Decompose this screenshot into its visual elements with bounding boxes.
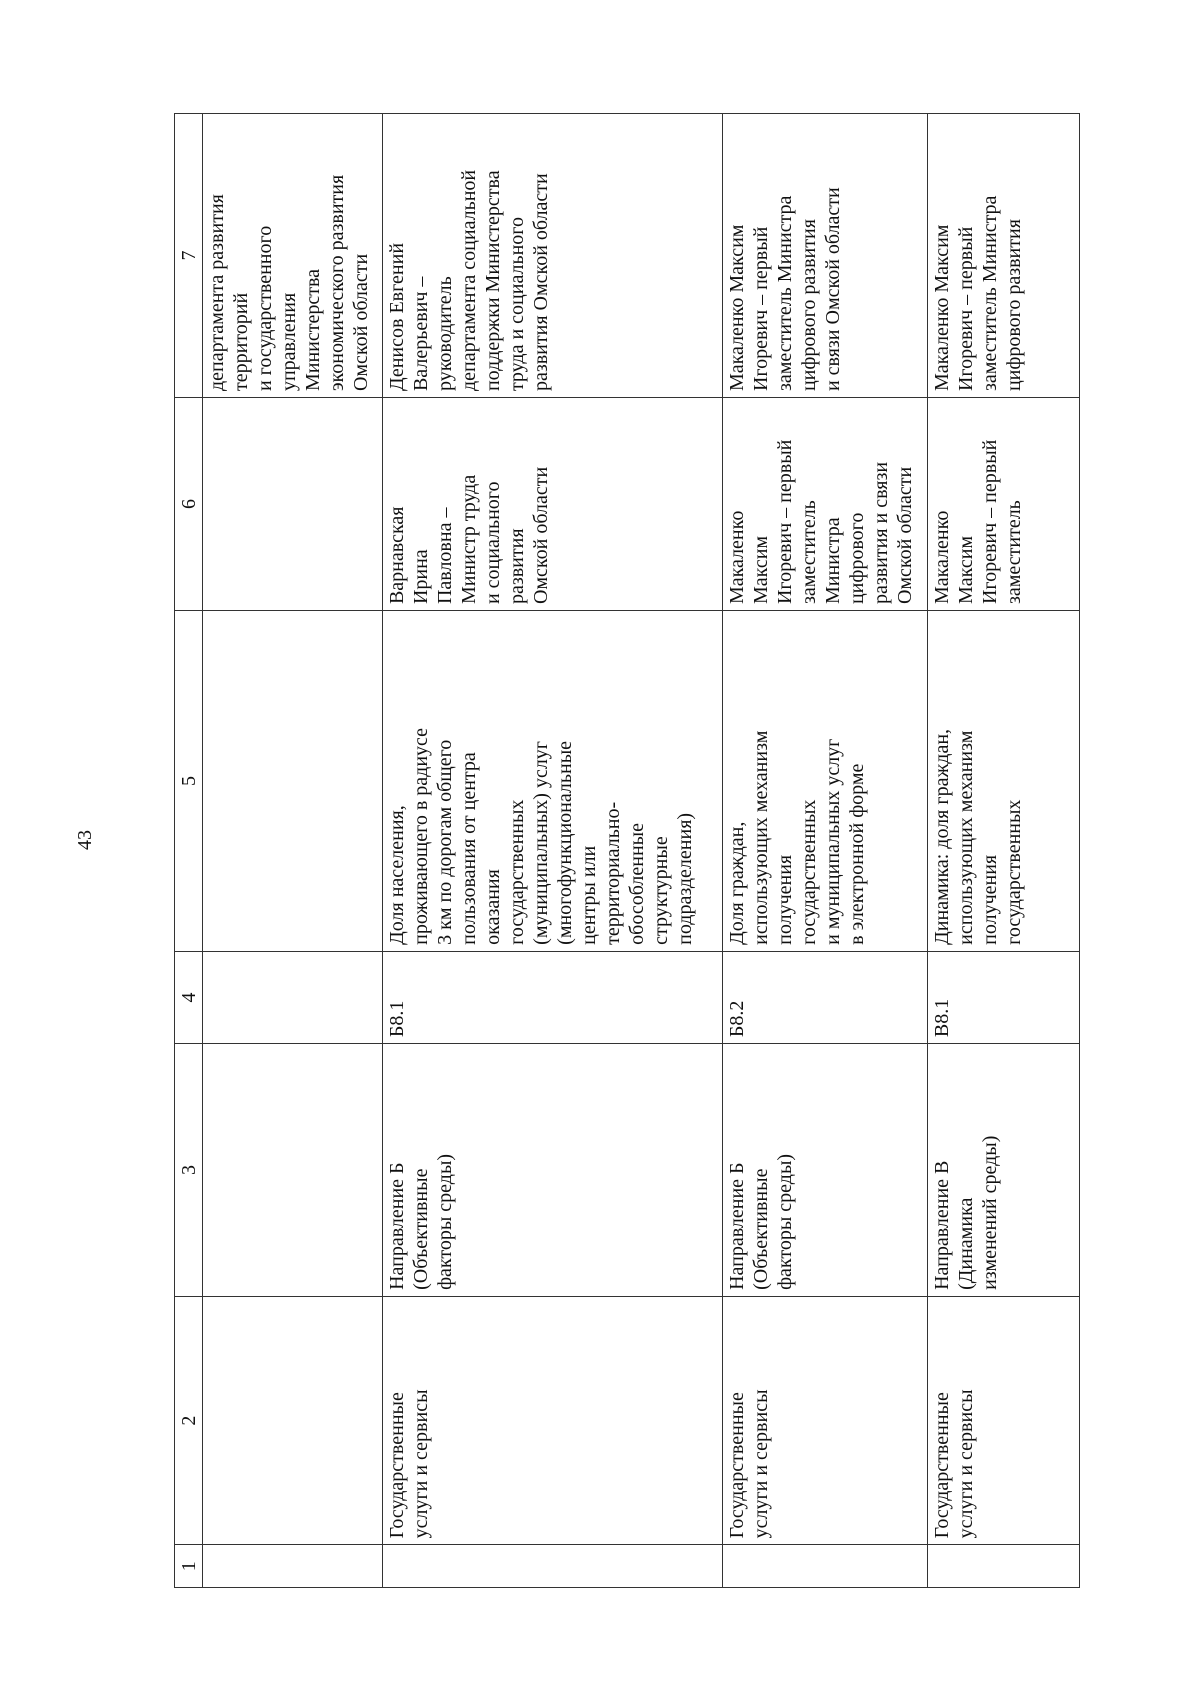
cell-code: В8.1 [928, 951, 1080, 1043]
cell-area: Государственные услуги и сервисы [383, 1296, 723, 1545]
data-table [174, 113, 1080, 1588]
table-row [928, 114, 1080, 1588]
column-header-4: 4 [175, 951, 203, 1043]
cell-direction: Направление Б (Объективные факторы среды) [723, 1044, 928, 1297]
cell-indicator: Доля населения, проживающего в радиусе 3 км по дорогам общего пользования от центра оказания государственных (муниципальных) услуг (многофункциональные центры или территориально- обособленные структурные подразделения) [383, 611, 723, 952]
cell-executor: Денисов Евгений Валерьевич – руководитель департамента социальной поддержки Министерства труда и социального развития Омской области [383, 114, 723, 398]
column-header-5: 5 [175, 611, 203, 952]
column-header-2: 2 [175, 1296, 203, 1545]
cell-executor: Макаленко Максим Игоревич – первый заместитель Министра цифрового развития и связи Омской области [723, 114, 928, 398]
cell-responsible: Макаленко Максим Игоревич – первый заместитель [928, 398, 1080, 611]
cell-indicator: Динамика: доля граждан, использующих механизм получения государственных [928, 611, 1080, 952]
cell-direction: Направление В (Динамика изменений среды) [928, 1044, 1080, 1297]
cell-responsible [203, 398, 383, 611]
cell-direction: Направление Б (Объективные факторы среды) [383, 1044, 723, 1297]
cell-executor: Макаленко Максим Игоревич – первый заместитель Министра цифрового развития [928, 114, 1080, 398]
cell-number [928, 1545, 1080, 1588]
column-header-3: 3 [175, 1044, 203, 1297]
page-number: 43 [74, 830, 96, 850]
cell-number [723, 1545, 928, 1588]
column-header-1: 1 [175, 1545, 203, 1588]
cell-executor: департамента развития территорий и государственного управления Министерства экономического развития Омской области [203, 114, 383, 398]
table-header-row [175, 114, 203, 1588]
cell-number [203, 1545, 383, 1588]
rotated-table-container [174, 113, 1079, 1588]
cell-indicator [203, 611, 383, 952]
cell-indicator: Доля граждан, использующих механизм получения государственных и муниципальных услуг в электронной форме [723, 611, 928, 952]
column-header-6: 6 [175, 398, 203, 611]
cell-responsible: Варнавская Ирина Павловна – Министр труда и социального развития Омской области [383, 398, 723, 611]
cell-code [203, 951, 383, 1043]
cell-area: Государственные услуги и сервисы [928, 1296, 1080, 1545]
table-row [383, 114, 723, 1588]
table-row [203, 114, 383, 1588]
cell-code: Б8.2 [723, 951, 928, 1043]
column-header-7: 7 [175, 114, 203, 398]
cell-responsible: Макаленко Максим Игоревич – первый заместитель Министра цифрового развития и связи Омской области [723, 398, 928, 611]
cell-area [203, 1296, 383, 1545]
cell-area: Государственные услуги и сервисы [723, 1296, 928, 1545]
cell-direction [203, 1044, 383, 1297]
table-row [723, 114, 928, 1588]
cell-number [383, 1545, 723, 1588]
cell-code: Б8.1 [383, 951, 723, 1043]
